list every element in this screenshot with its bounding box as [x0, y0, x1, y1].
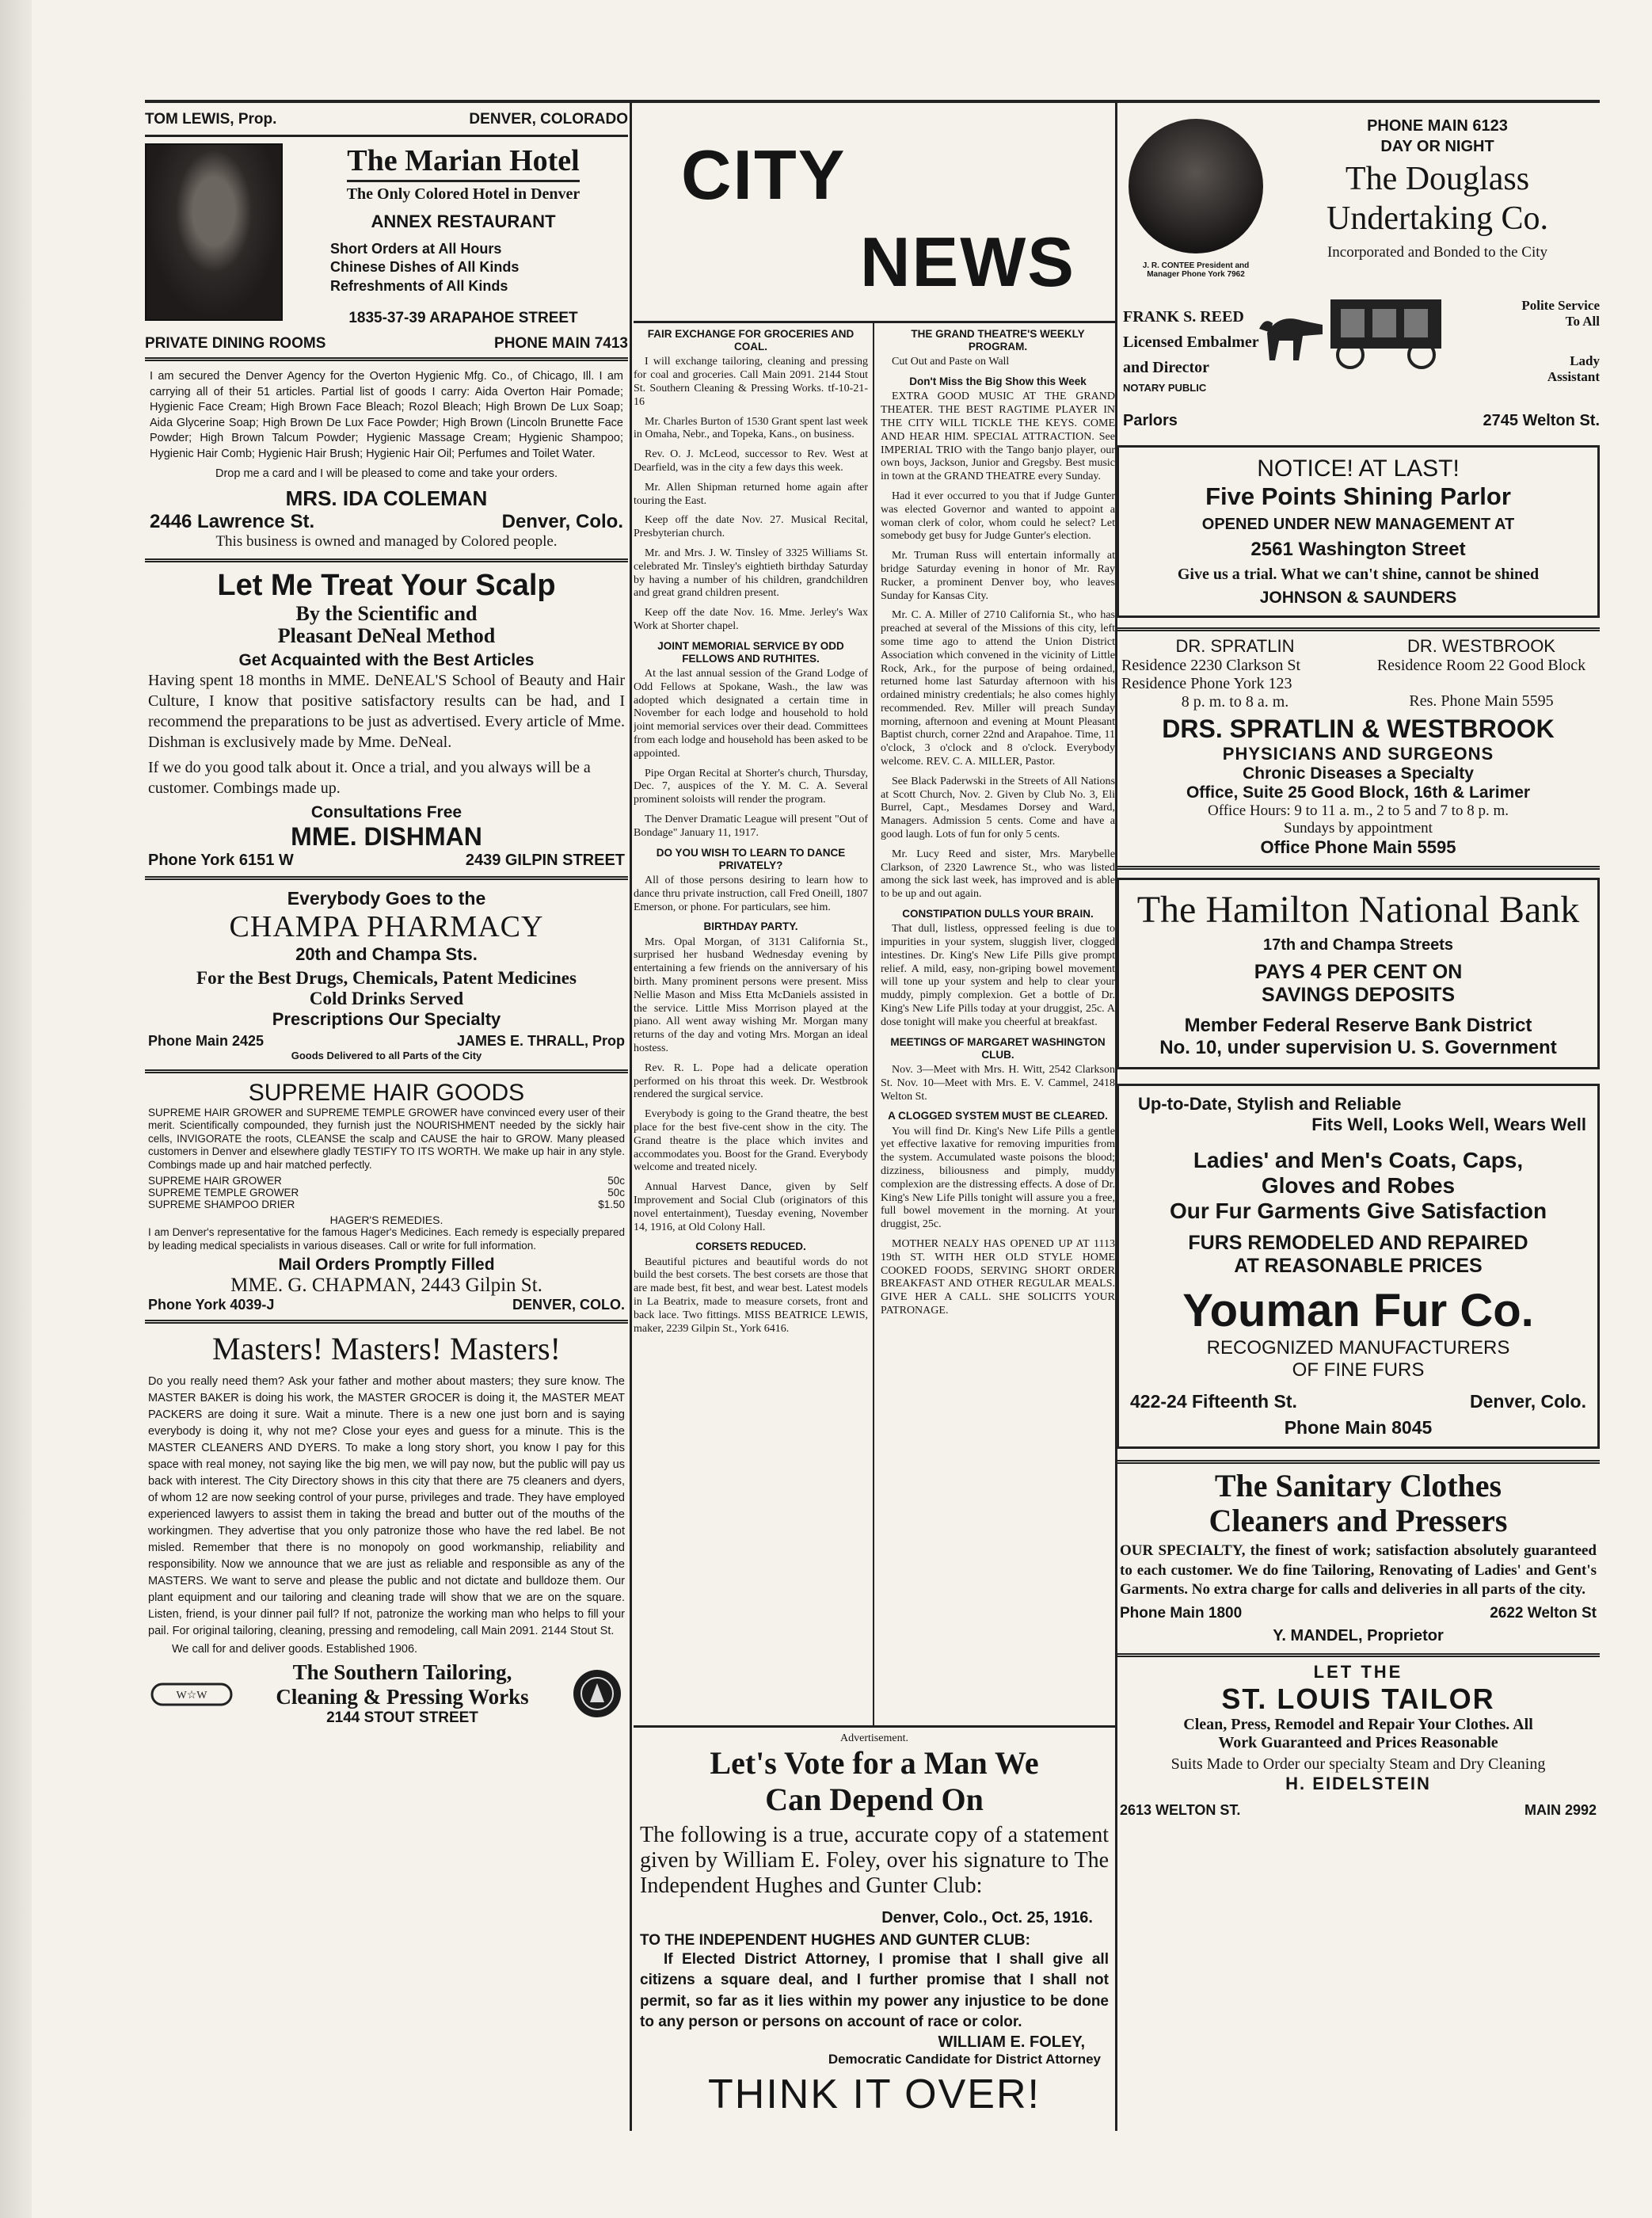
- foley-body: If Elected District Attorney, I promise that I shall give all citizens a square deal, and I further promise that I shall not permit, so far as it lies within my power any injustice to be done to any person or persons on account of race or color.: [640, 1950, 1109, 2031]
- city-news-title1: CITY: [681, 135, 847, 214]
- shining-give: Give us a trial. What we can't shine, cannot be shined: [1177, 566, 1540, 583]
- news-column-right: [881, 323, 1115, 1725]
- coleman-drop: Drop me a card and I will be pleased to come and take your orders.: [215, 467, 558, 480]
- supreme-price-list: [148, 1175, 625, 1210]
- page-edge: [0, 0, 32, 2218]
- doctors-title: DRS. SPRATLIN & WESTBROOK: [1162, 715, 1555, 743]
- douglass-phone: PHONE MAIN 6123: [1367, 117, 1508, 135]
- bank-no10: No. 10, under supervision U. S. Government: [1159, 1037, 1557, 1058]
- fur-title: Youman Fur Co.: [1182, 1285, 1534, 1336]
- douglass-emb: Licensed Embalmer: [1123, 333, 1259, 351]
- scalp-body: Having spent 18 months in MME. DeNEAL'S School of Beauty and Hair Culture, I know that positive satisfactory results can be had, and I recommend the preparations to be just as advertised. Every article of Mme. Dishman is exclusively made by Mme. DeNeal.: [148, 671, 625, 751]
- coleman-name: MRS. IDA COLEMAN: [285, 486, 488, 510]
- fur-l7: AT REASONABLE PRICES: [1234, 1255, 1483, 1277]
- news-item: [881, 490, 1115, 543]
- masters-address: 2144 STOUT STREET: [326, 1709, 478, 1727]
- doctors-sundays: Sundays by appointment: [1284, 820, 1433, 837]
- fur-rec: RECOGNIZED MANUFACTURERS: [1206, 1337, 1510, 1359]
- tailor-let: LET THE: [1313, 1662, 1403, 1683]
- douglass-night: DAY OR NIGHT: [1380, 138, 1494, 155]
- scalp-body2: If we do you good talk about it. Once a trial, and you always will be a customer. Combings made up.: [148, 758, 591, 797]
- doctors-chronic: Chronic Diseases a Specialty: [1243, 764, 1474, 783]
- champa-goods: Goods Delivered to all Parts of the City: [291, 1049, 482, 1061]
- tailor-l3: Suits Made to Order our specialty Steam and Dry Cleaning: [1170, 1755, 1546, 1774]
- city-news-title2: NEWS: [860, 223, 1075, 301]
- scalp-sub1: By the Scientific and: [295, 601, 478, 625]
- masters-body: Do you really need them? Ask your father and mother about masters; they sure know. The MASTER BAKER is doing his work, the MASTER GROCER is doing it, the MASTER MEAT PACKERS are doing it sure. Wait a minute. There is a new one just born and is saying everybody is doing it, why not me? Close your eyes and guess for a minute. This is the MASTER CLEANERS AND DYERS. To make a long story short, you know I pay for this space with real money, not saying like the big men, we will pay now, but the public will pay us back with interest. The City Directory shows in this city that there are 75 cleaners and dyers, of whom 12 are now seeking control of your purse, privileges and trade. They have employed experienced lawyers to assist them in taking the bread and butter out of the mouths of the workingmen. They advertise that you only patronize those who have the red label. Be not misled. Remember that there is no monopoly on good workmanship, reliability and responsibility. Now we announce that we are just as reliable and responsible as any of the MASTERS. We want to serve and please the public and not dictate and bulldoze them. Our plant equipment and our tailoring and cleaning trade will show that we are on the square. Listen, friend, is your dinner pail full? If not, patronize the working man who helps to fill your pail. For original tailoring, cleaning, pressing and remodeling, call Main 2091. 2144 Stout St.: [148, 1375, 625, 1638]
- douglass-address: 2745 Welton St.: [1483, 412, 1600, 429]
- price-3: $1.50: [598, 1199, 625, 1211]
- masters-call: We call for and deliver goods. Established 1906.: [172, 1643, 418, 1656]
- news-item-body: Keep off the date Nov. 16. Mme. Jerley's Wax Work at Shorter chapel.: [634, 607, 868, 632]
- tailor-l1: Clean, Press, Remodel and Repair Your Clothes. All: [1183, 1716, 1533, 1734]
- news-item-headline: BIRTHDAY PARTY.: [703, 920, 798, 933]
- douglass-ad: [1117, 111, 1600, 436]
- news-item: [634, 607, 868, 634]
- sanitary-title1: The Sanitary Clothes: [1214, 1468, 1502, 1503]
- top-rule: [145, 100, 1600, 103]
- foley-title1: Let's Vote for a Man We: [710, 1745, 1039, 1781]
- bank-savings: SAVINGS DEPOSITS: [1261, 984, 1456, 1006]
- sanitary-body: OUR SPECIALTY, the finest of work; satisfaction absolutely guaranteed to each customer. We do fine Tailoring, Renovating of Ladies' and Gent's Garments. No extra charge for calls and deliveries in all parts of the city.: [1120, 1542, 1597, 1599]
- news-item-body: Everybody is going to the Grand theatre, the best place for the best five-cent show in the city. The Grand theatre is the place which invites and accommodates you. Boost for the Grand. Everybody welcome and treated nicely.: [634, 1108, 868, 1174]
- shining-parlor-ad: [1117, 445, 1600, 618]
- price-name-1: SUPREME HAIR GROWER: [148, 1175, 282, 1187]
- supreme-hair-ad: [145, 1078, 628, 1315]
- champa-streets: 20th and Champa Sts.: [295, 943, 478, 964]
- tailor-name: H. EIDELSTEIN: [1285, 1774, 1431, 1794]
- supreme-body: SUPREME HAIR GROWER and SUPREME TEMPLE GROWER have convinced every user of their merit. Scientifically compounded, they furnish just the NOURISHMENT needed by the sickly hair cells, INVIGORATE the roots, CLEANSE the scalp and CAUSE the hair to GROW. Many pleased customers in Denver and elsewhere gladly TESTIFY TO ITS WORTH. We make up hair in any style. Combings made up and hair matched perfectly.: [148, 1106, 625, 1171]
- doctor-1-name: DR. SPRATLIN: [1175, 636, 1295, 656]
- news-item: [881, 776, 1115, 842]
- news-item-body: The Denver Dramatic League will present "Out of Bondage" January 11, 1917.: [634, 814, 868, 839]
- foley-date: Denver, Colo., Oct. 25, 1916.: [881, 1908, 1093, 1926]
- news-item-body: Beautiful pictures and beautiful words do not build the best corsets. The best corsets are those that are made best, fit best, and wear best. Latest models in La Beatrix, made to measure corsets, front and back lace. Two fittings. MISS BEATRICE LEWIS, maker, 2239 Gilpin St., York 6416.: [634, 1256, 868, 1335]
- fur-of: OF FINE FURS: [1292, 1359, 1425, 1381]
- column-right: [1117, 111, 1600, 2139]
- news-item-headline: THE GRAND THEATRE'S WEEKLY PROGRAM.: [911, 328, 1085, 353]
- news-item: [634, 640, 868, 761]
- sanitary-address: 2622 Welton St: [1490, 1605, 1597, 1622]
- price-1: 50c: [607, 1175, 625, 1187]
- news-item: [634, 482, 868, 509]
- douglass-inc: Incorporated and Bonded to the City: [1327, 244, 1548, 261]
- news-item-body: All of those persons desiring to learn how to dance thru private instruction, call Fred Oneill, 1807 Emerson, or phone. For particulars, see him.: [634, 875, 868, 913]
- news-item: [634, 547, 868, 600]
- news-item-headline: DO YOU WISH TO LEARN TO DANCE PRIVATELY?: [656, 846, 846, 871]
- marian-hotel-ad: [145, 111, 628, 353]
- fur-l3: Ladies' and Men's Coats, Caps,: [1193, 1148, 1524, 1172]
- coleman-owned: This business is owned and managed by Colored people.: [215, 532, 558, 550]
- scalp-title: Let Me Treat Your Scalp: [217, 568, 556, 602]
- masters-name2: Cleaning & Pressing Works: [276, 1685, 529, 1709]
- news-item: [881, 1036, 1115, 1104]
- news-item: [634, 1181, 868, 1234]
- sanitary-cleaners-ad: [1117, 1469, 1600, 1645]
- news-item: [881, 375, 1115, 484]
- supreme-hager-body: I am Denver's representative for the famous Hager's Medicines. Each remedy is especially prepared by leading medical specialists in various diseases. Call or write for full information.: [148, 1226, 625, 1252]
- column-left: [145, 111, 628, 2139]
- marian-line3: Refreshments of All Kinds: [330, 277, 508, 294]
- scalp-name: MME. DISHMAN: [291, 821, 482, 851]
- bank-member: Member Federal Reserve Bank District: [1184, 1015, 1532, 1036]
- bank-streets: 17th and Champa Streets: [1262, 936, 1454, 954]
- news-item: [634, 448, 868, 475]
- doctor-1-phone: Residence Phone York 123: [1121, 675, 1292, 692]
- price-2: 50c: [607, 1187, 625, 1199]
- news-item-body: Pipe Organ Recital at Shorter's church, Thursday, Dec. 7, auspices of the Y. M. C. A. Several prominent soloists will render the program.: [634, 767, 868, 806]
- champa-cold: Cold Drinks Served: [309, 988, 464, 1008]
- fur-l1: Up-to-Date, Stylish and Reliable: [1138, 1094, 1402, 1114]
- news-item: [881, 1238, 1115, 1318]
- doctors-office: Office, Suite 25 Good Block, 16th & Larimer: [1186, 783, 1531, 802]
- douglass-notary: NOTARY PUBLIC: [1123, 382, 1207, 394]
- doctor-2-name: DR. WESTBROOK: [1406, 636, 1555, 656]
- coleman-ad: [145, 366, 628, 553]
- news-item: [881, 328, 1115, 369]
- doctors-phone: Office Phone Main 5595: [1260, 837, 1456, 857]
- news-item-headline: MEETINGS OF MARGARET WASHINGTON CLUB.: [890, 1035, 1106, 1061]
- doctor-1-hours: 8 p. m. to 8 a. m.: [1181, 693, 1289, 711]
- svg-text:W☆W: W☆W: [176, 1690, 207, 1702]
- douglass-title2: Undertaking Co.: [1327, 200, 1548, 237]
- news-item-body: Rev. O. J. McLeod, successor to Rev. West at Dearfield, was in the city a few days this week.: [634, 448, 868, 474]
- scalp-consult: Consultations Free: [310, 802, 462, 821]
- news-item-body: Rev. R. L. Pope had a delicate operation performed on his throat this week. Dr. Westbrook rendered the surgical service.: [634, 1061, 868, 1101]
- fur-phone: Phone Main 8045: [1284, 1417, 1433, 1438]
- fur-city: Denver, Colo.: [1470, 1391, 1586, 1412]
- union-seal-icon: [569, 1666, 625, 1721]
- fur-address: 422-24 Fifteenth St.: [1130, 1391, 1297, 1412]
- hamilton-bank-ad: [1117, 878, 1600, 1069]
- news-item-body: Mr. Charles Burton of 1530 Grant spent last week in Omaha, Nebr., and Topeka, Kans., on business.: [634, 415, 868, 441]
- fur-l2: Fits Well, Looks Well, Wears Well: [1311, 1115, 1586, 1134]
- foley-ad: [634, 1728, 1115, 2123]
- douglass-title1: The Douglass: [1345, 161, 1530, 197]
- foley-sig: WILLIAM E. FOLEY,: [938, 2033, 1085, 2051]
- foley-to: TO THE INDEPENDENT HUGHES AND GUNTER CLUB:: [640, 1931, 1030, 1949]
- fur-l6: FURS REMODELED AND REPAIRED: [1188, 1232, 1528, 1254]
- doctors-physicians: PHYSICIANS AND SURGEONS: [1222, 744, 1494, 764]
- news-item-body: That dull, listless, oppressed feeling is due to impurities in your system, sluggish liver, clogged intestines. Dr. King's New Life Pills give prompt relief. A mild, easy, non-griping bowel movement will tone up your system and help to clear your muddy, pimply complexion. Get a bottle of Dr. King's New Life Pills today at your druggist, 25c. A dose tonight will make you cheerful at breakfast.: [881, 923, 1115, 1028]
- douglass-polite: Polite Service To All: [1521, 298, 1600, 329]
- champa-pharmacy-ad: [145, 885, 628, 1065]
- champa-best: For the Best Drugs, Chemicals, Patent Medicines: [196, 967, 577, 988]
- champa-title: CHAMPA PHARMACY: [229, 909, 544, 943]
- news-item: [634, 920, 868, 1055]
- news-item-headline: Don't Miss the Big Show this Week: [909, 375, 1087, 388]
- news-item-body: Nov. 3—Meet with Mrs. H. Witt, 2542 Clarkson St. Nov. 10—Meet with Mrs. E. V. Cammel, 2418 Welton St.: [881, 1063, 1115, 1103]
- supreme-city: DENVER, COLO.: [512, 1297, 625, 1313]
- news-item: [881, 550, 1115, 603]
- doctors-ad: [1117, 636, 1600, 858]
- news-item-body: Mr. and Mrs. J. W. Tinsley of 3325 Williams St. celebrated Mr. Tinsley's eightieth birthday Saturday by having a number of his children, grandchildren and great grand children present.: [634, 547, 868, 600]
- news-item: [634, 1062, 868, 1102]
- douglass-lady: Lady Assistant: [1547, 353, 1600, 384]
- youman-fur-ad: [1117, 1084, 1600, 1449]
- scalp-address: 2439 GILPIN STREET: [465, 851, 625, 869]
- city-news-masthead: [634, 111, 1115, 323]
- news-item: [634, 814, 868, 840]
- marian-line2: Chinese Dishes of All Kinds: [330, 259, 520, 276]
- marian-subtitle: The Only Colored Hotel in Denver: [346, 185, 580, 203]
- tailor-l2: Work Guaranteed and Prices Reasonable: [1218, 1734, 1498, 1752]
- foley-sigsub: Democratic Candidate for District Attorney: [828, 2051, 1101, 2067]
- douglass-parlors: Parlors: [1123, 412, 1178, 429]
- tailor-title: ST. LOUIS TAILOR: [1221, 1683, 1495, 1716]
- sanitary-prop: Y. MANDEL, Proprietor: [1273, 1627, 1444, 1645]
- news-item-headline: A CLOGGED SYSTEM MUST BE CLEARED.: [888, 1110, 1108, 1122]
- news-item-body: Mr. Lucy Reed and sister, Mrs. Marybelle Clarkson, of 2320 Lawrence St., who was listed among the sick last week, has improved and is able to be up and out again.: [881, 848, 1115, 901]
- supreme-name: MME. G. CHAPMAN, 2443 Gilpin St.: [230, 1275, 542, 1297]
- news-item-body: Mrs. Opal Morgan, of 3131 California St., surprised her husband Wednesday evening by entertaining a few friends on the anniversary of his birth. Many prominent persons were present. Miss Nellie Mason and Miss Etta McDaniels assisted in the service. Little Miss Morrison played at the piano. All went away wishing Mr. Morgan many returns of the day and voting Mrs. Morgan an ideal hostess.: [634, 936, 868, 1054]
- sanitary-phone: Phone Main 1800: [1120, 1605, 1243, 1622]
- portrait-photo: [145, 143, 283, 321]
- foley-intro: The following is a true, accurate copy of a statement given by William E. Foley, over his signature to The Independent Hughes and Gunter Club:: [640, 1823, 1109, 1899]
- tailoring-logo-icon: [148, 1670, 235, 1717]
- news-item-body: Cut Out and Paste on Wall: [892, 356, 1010, 368]
- news-item-body: Mr. Allen Shipman returned home again after touring the East.: [634, 481, 868, 507]
- news-item: [634, 328, 868, 410]
- column-middle: [634, 111, 1115, 2139]
- shining-title: Five Points Shining Parlor: [1205, 482, 1511, 510]
- price-name-2: SUPREME TEMPLE GROWER: [148, 1187, 299, 1199]
- doctors-hours: Office Hours: 9 to 11 a. m., 2 to 5 and 7 to 8 p. m.: [1208, 802, 1509, 819]
- news-item-headline: FAIR EXCHANGE FOR GROCERIES AND COAL.: [647, 328, 855, 353]
- coleman-address: 2446 Lawrence St.: [150, 510, 315, 532]
- news-item: [634, 768, 868, 807]
- shining-address: 2561 Washington Street: [1250, 539, 1466, 560]
- news-item-body: Annual Harvest Dance, given by Self Improvement and Social Club (originators of this novel entertainment), Tuesday evening, November 14, 1916, at Old Colony Hall.: [634, 1181, 868, 1233]
- news-item: [634, 416, 868, 443]
- news-item-headline: CONSTIPATION DULLS YOUR BRAIN.: [902, 908, 1094, 920]
- coleman-body: I am secured the Denver Agency for the Overton Hygienic Mfg. Co., of Chicago, Ill. I am carrying all of their 51 articles. Partial list of goods I carry: Aida Overton Hair Pomade; Hygienic Face Cream; High Brown Face Bleach; Rozol Bleach; High Brown De Lux Soap; Aida Glycerine Soap; High Brown De Lux Face Powder; High Brown (Lincoln Brunette Face Powder; High Brown Talcum Powder; Hygienic Massage Cream; Hygienic Shampoo; Hygienic Hair Comb; Hygienic Hair Brush; Hygienic Hair Oil; Perfumes and Toilet Water.: [150, 370, 623, 460]
- shining-notice: NOTICE! AT LAST!: [1257, 455, 1460, 482]
- shining-names: JOHNSON & SAUNDERS: [1259, 589, 1457, 607]
- st-louis-tailor-ad: [1117, 1662, 1600, 1819]
- douglass-dir: and Director: [1123, 359, 1210, 376]
- marian-title: The Marian Hotel: [347, 143, 579, 182]
- champa-prop: JAMES E. THRALL, Prop: [456, 1032, 625, 1049]
- scalp-ad: [145, 567, 628, 871]
- news-item-body: Had it ever occurred to you that if Judge Gunter was elected Governor and wanted to appoint a woman clerk of color, whom could he select? Let somebody get busy for Judge Gunter's election.: [881, 490, 1115, 543]
- news-item-body: Mr. Truman Russ will entertain informally at bridge Saturday evening in honor of Mr. Ray Rucker, a prominent Denver boy, who leaves Sunday for Kansas City.: [881, 550, 1115, 602]
- foley-think: THINK IT OVER!: [708, 2071, 1041, 2117]
- fur-l5: Our Fur Garments Give Satisfaction: [1169, 1199, 1547, 1223]
- tailor-address: 2613 WELTON ST.: [1120, 1802, 1241, 1819]
- news-item-body: See Black Paderwski in the Streets of All Nations at Scott Church, Nov. 2. Given by Club No. 3, Eli Burrel, Capt., Mesdames Dorsey and Ward, Managers. Admission 5 cents. Come and have a good laugh. Lots of fun for only 5 cents.: [881, 775, 1115, 841]
- news-item-body: At the last annual session of the Grand Lodge of Odd Fellows at Spokane, Wash., the law was adopted which designated a certain time in November for each lodge and household to hold joint memorial services over their dead. Committees from each lodge and household has been asked to be appointed.: [634, 668, 868, 760]
- news-item: [881, 609, 1115, 769]
- douglass-reed: FRANK S. REED: [1123, 308, 1244, 326]
- champa-rx: Prescriptions Our Specialty: [272, 1008, 501, 1029]
- fur-l4: Gloves and Robes: [1261, 1173, 1456, 1198]
- price-name-3: SUPREME SHAMPOO DRIER: [148, 1199, 295, 1211]
- news-item-body: EXTRA GOOD MUSIC AT THE GRAND THEATER. THE BEST RAGTIME PLAYER IN THE CITY WILL TICKLE THE KEYS. COME AND HEAR HIM. SPECIAL ATTRACTION. See IMPERIAL TRIO with the Tango banjo player, our own boys, Jackson, Junior and Gregsby. Best music in town at the GRAND THEATRE every Sunday.: [881, 391, 1115, 483]
- supreme-hager: HAGER'S REMEDIES.: [329, 1214, 443, 1227]
- news-item: [881, 1110, 1115, 1232]
- marian-phone: PHONE MAIN 7413: [494, 335, 628, 353]
- news-item-headline: CORSETS REDUCED.: [695, 1240, 806, 1253]
- news-item-body: MOTHER NEALY HAS OPENED UP AT 1113 19th ST. WITH HER OLD STYLE HOME COOKED FOODS, SERVING SHORT ORDER BREAKFAST AND OTHER REGULAR MEALS. GIVE HER A CALL. SHE SOLICITS YOUR PATRONAGE.: [881, 1237, 1115, 1317]
- foley-title2: Can Depend On: [765, 1782, 984, 1817]
- news-item: [881, 908, 1115, 1030]
- contee-caption: J. R. CONTEE President and Manager Phone York 7962: [1142, 261, 1250, 279]
- marian-dining: PRIVATE DINING ROOMS: [145, 335, 326, 353]
- news-item: [634, 847, 868, 915]
- supreme-mail: Mail Orders Promptly Filled: [278, 1256, 495, 1275]
- news-item-headline: JOINT MEMORIAL SERVICE BY ODD FELLOWS AND RUTHITES.: [657, 639, 844, 665]
- masters-title: Masters! Masters! Masters!: [212, 1331, 561, 1367]
- supreme-phone: Phone York 4039-J: [148, 1297, 275, 1313]
- hearse-icon: [1255, 285, 1453, 372]
- coleman-city: Denver, Colo.: [501, 510, 623, 532]
- news-column-left: [634, 323, 874, 1725]
- marian-annex: ANNEX RESTAURANT: [371, 212, 556, 231]
- marian-address: 1835-37-39 ARAPAHOE STREET: [348, 310, 578, 327]
- news-item: [634, 1240, 868, 1336]
- shining-opened: OPENED UNDER NEW MANAGEMENT AT: [1201, 516, 1515, 533]
- scalp-phone: Phone York 6151 W: [148, 851, 294, 869]
- news-item: [634, 514, 868, 541]
- marian-city: DENVER, COLORADO: [469, 111, 628, 128]
- city-news-body: [634, 323, 1115, 1728]
- column-rule-1: [630, 103, 632, 2131]
- sanitary-title2: Cleaners and Pressers: [1209, 1503, 1508, 1538]
- foley-label: Advertisement.: [840, 1732, 908, 1744]
- bank-pays: PAYS 4 PER CENT ON: [1254, 961, 1463, 983]
- doctor-2-residence: Residence Room 22 Good Block: [1376, 657, 1586, 674]
- champa-top: Everybody Goes to the: [287, 887, 486, 909]
- champa-phone: Phone Main 2425: [148, 1032, 265, 1049]
- tailor-main: MAIN 2992: [1524, 1802, 1597, 1819]
- contee-portrait: [1129, 119, 1263, 253]
- news-item: [881, 848, 1115, 901]
- news-item-body: I will exchange tailoring, cleaning and pressing for coal and groceries. Call Main 2091. 2144 Stout St. Southern Cleaning & Pressing Works. tf-10-21-16: [634, 356, 868, 408]
- news-item-body: You will find Dr. King's New Life Pills a gentle yet effective laxative for removing impurities from the system. Accumulated waste poisons the blood; dizziness, biliousness and pimply, muddy complexion are the distressing effects. A dose of Dr. King's New Life Pills tonight will assure you a free, full bowel movement in the morning. At your druggist, 25c.: [881, 1125, 1115, 1231]
- doctor-2-phone: Res. Phone Main 5595: [1409, 692, 1554, 710]
- scalp-acquainted: Get Acquainted with the Best Articles: [238, 650, 535, 669]
- marian-prop: TOM LEWIS, Prop.: [145, 111, 277, 128]
- doctor-1-residence: Residence 2230 Clarkson St: [1121, 657, 1301, 674]
- marian-line1: Short Orders at All Hours: [330, 241, 502, 257]
- news-item: [634, 1108, 868, 1175]
- news-item-body: Keep off the date Nov. 27. Musical Recital, Presbyterian church.: [634, 514, 868, 540]
- supreme-title: SUPREME HAIR GOODS: [248, 1079, 525, 1106]
- bank-title: The Hamilton National Bank: [1136, 889, 1580, 931]
- masters-ad: [145, 1328, 628, 1728]
- scalp-sub2: Pleasant DeNeal Method: [277, 624, 496, 648]
- news-item-body: Mr. C. A. Miller of 2710 California St., who has preached at several of the Missions of this city, left some time ago to attend the Union District Association which convened in the vicinity of Little Rock, Ark., for the purpose of being ordained, returned home last Saturday afternoon with his ordained ministry credentials; he also comes highly recommended. Rev. Miller will preach Sunday morning, afternoon and evening at Mount Pleasant Baptist church, corner 22nd and Arapahoe. Time, 11 o'clock, 3 o'clock and 8 o'clock. Everybody welcome. REV. C. A. MILLER, Pastor.: [881, 609, 1115, 768]
- masters-name1: The Southern Tailoring,: [292, 1660, 512, 1685]
